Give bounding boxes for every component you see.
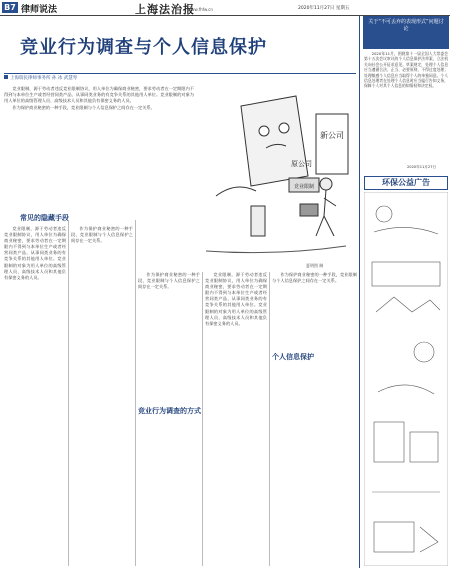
column-1-text: 竞业限制，源于劳动者违反竞业限制协议，用人单位为确保商业秘密，要求劳动者在一定期限内不得到与本单位生产或者经营同类产品、从事同类业务的有竞争关系的其他用人单位。竞业限制的对象为用人单位的高级管理人员、高级技术人员和其他负有保密义务的人员。 <box>4 226 66 280</box>
column-4-text: 竞业限制，源于劳动者违反竞业限制协议，用人单位为确保商业秘密，要求劳动者在一定期限内不得到与本单位生产或者经营同类产品、从事同类业务的有竞争关系的其他用人单位。竞业限制的对象为用人单位的高级管理人员、高级技术人员和其他负有保密义务的人员。 <box>205 272 267 326</box>
cartoon-illustration <box>196 86 355 270</box>
environment-ad-illustration <box>364 192 448 566</box>
lead-paragraph <box>4 86 194 206</box>
subhead-privacy: 个人信息保护 <box>272 353 314 361</box>
column-divider <box>135 220 136 566</box>
body-column-3 <box>138 272 200 566</box>
column-5-text: 作为保护商业秘密的一种手段，竞业限制与个人信息保护之间存在一定关系。 <box>272 272 357 284</box>
sidebar-header: 关于“不可丢弃的表现形式”问题讨论 <box>363 16 449 49</box>
sidebar-divider <box>359 16 360 568</box>
column-divider <box>68 220 69 566</box>
body-column-4 <box>205 272 267 566</box>
masthead: 上海法治报 <box>135 3 195 16</box>
sidebar-signature: 2020年11月27日 <box>407 165 437 169</box>
article-headline: 竞业行为调查与个人信息保护 <box>20 37 267 58</box>
column-2-text: 作为保护商业秘密的一种手段，竞业限制与个人信息保护之间存在一定关系。 <box>71 226 133 244</box>
column-divider <box>202 272 203 566</box>
subhead-investigation: 竞业行为调查的方式 <box>138 407 201 415</box>
label-non-compete: 竞业限制 <box>293 184 315 190</box>
sidebar-text: 2020年11月，围绕第十一届全国人大常委会第十五次会议审议的个人信息保护法草案，立法机关向社会公开征求意见。草案规定，处理个人信息应当遵循合法、正当、必要原则，不得过度处理；处理敏感个人信息应当取得个人的单独同意。个人信息处理者在处理个人信息时应当履行告知义务，保障个人对其个人信息的知情权和决定权。 <box>364 51 448 89</box>
section-name: 律师说法 <box>21 5 58 15</box>
issue-date: 2020年11月27日 星期五 <box>298 6 350 11</box>
body-column-5 <box>272 272 357 566</box>
subhead-hidden-means: 常见的隐藏手段 <box>20 214 69 222</box>
label-old-company: 原公司 <box>291 160 312 168</box>
website: www.fhfw.cn <box>188 7 213 12</box>
column-divider <box>269 272 270 566</box>
page-header <box>0 0 450 16</box>
lead-text-2: 作为保护商业秘密的一种手段，竞业限制与个人信息保护之间存在一定关系。 <box>12 104 155 110</box>
body-column-1 <box>4 226 66 566</box>
sign-new-company: 新公司 <box>320 131 344 140</box>
body-column-2 <box>71 226 133 566</box>
illustration-caption: 夏明图 制 <box>306 263 324 268</box>
column-3-text: 作为保护商业秘密的一种手段，竞业限制与个人信息保护之间存在一定关系。 <box>138 272 200 290</box>
page-number: B7 <box>2 2 18 13</box>
article-byline <box>4 75 77 81</box>
lead-text: 竞业限制，源于劳动者违反竞业限制协议，用人单位为确保商业秘密，要求劳动者在一定期限内不得到与本单位生产或者经营同类产品、从事同类业务的有竞争关系的其他用人单位。竞业限制的对象为用人单位的高级管理人员、高级技术人员和其他负有保密义务的人员。 <box>4 86 194 104</box>
byline-text: 上海瑞民律师事务所 孙 冰 武慧琴 <box>10 76 78 81</box>
ad-title: 环保公益广告 <box>364 176 448 190</box>
bullet-icon <box>4 75 8 79</box>
sidebar-body <box>364 51 448 89</box>
